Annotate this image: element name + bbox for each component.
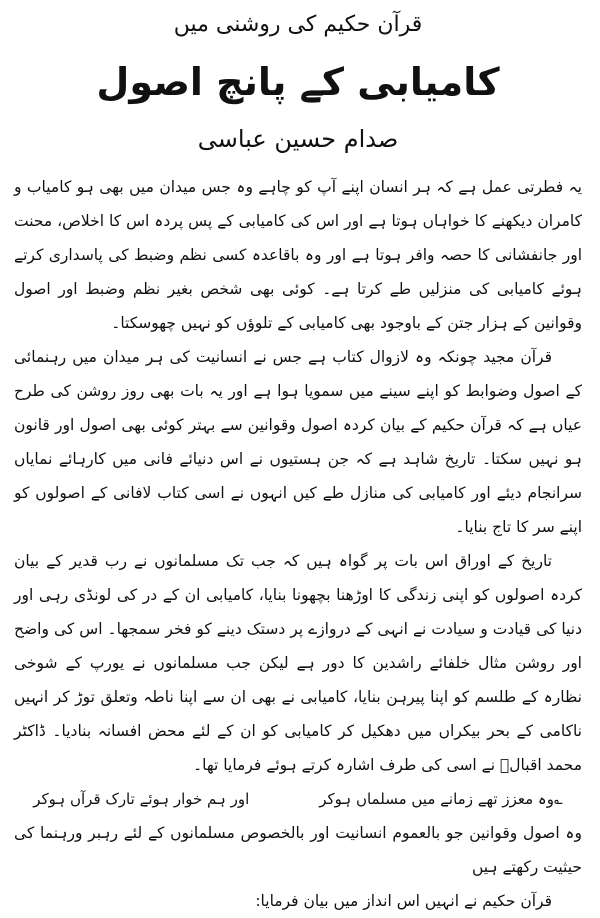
paragraph-intro: یہ فطرتی عمل ہے کہ ہر انسان اپنے آپ کو چاہے وہ جس میدان میں بھی ہو کامیاب و کامران دیکھنے کا خواہاں ہوتا ہے اور اس کی کامیابی کے پس پردہ اس کا اخلاص، محنت اور جانفشانی کا حصہ وافر ہوتا ہے اور وہ باقاعدہ کسی نظم وضبط کی پاسداری کرتے ہوئے کامیابی کی منزلیں طے کرتا ہے۔ کوئی بھی شخص بغیر نظم وضبط اور اصول وقوانین کے ہزار جتن کے باوجود بھی کامیابی کے تلوؤں کو نہیں چھوسکتا۔ xyxy=(14,178,582,332)
iqbal-verse xyxy=(14,782,582,816)
paragraph-quran: قرآن مجید چونکہ وہ لازوال کتاب ہے جس نے انسانیت کی ہر میدان میں رہنمائی کے اصول وضوابط کو اپنے سینے میں سمویا ہوا ہے اور یہ بات بھی روز روشن کی طرح عیاں ہے کہ قرآن حکیم کے بیان کردہ اصول وقوانین سے بہتر کوئی بھی اصول اور قانون ہو نہیں سکتا۔ تاریخ شاہد ہے کہ جن ہستیوں نے اس دنیائے فانی میں کارہائے نمایاں سرانجام دیئے اور کامیابی کی منازل طے کیں انہوں نے اسی کتاب لافانی کے اصولوں کو اپنے سر کا تاج بنایا۔ xyxy=(14,348,582,536)
article-author: صدام حسین عباسی xyxy=(197,125,399,153)
closing-line-one: وہ اصول وقوانین جو بالعموم انسانیت اور بالخصوص مسلمانوں کے لئے رہبر ورہنما کی حیثیت رکھتے ہیں xyxy=(14,824,582,876)
closing-line-two: قرآن حکیم نے انہیں اس انداز میں بیان فرمایا: xyxy=(255,892,552,910)
article-title: کامیابی کے پانچ اصول xyxy=(96,60,500,104)
verse-line-first: ؎وہ معزز تھے زمانے میں مسلماں ہوکر xyxy=(319,790,563,808)
article-kicker: قرآن حکیم کی روشنی میں xyxy=(173,12,423,37)
paragraph-history: تاریخ کے اوراق اس بات پر گواہ ہیں کہ جب تک مسلمانوں نے رب قدیر کے بیان کردہ اصولوں کو اپنی زندگی کا اوڑھنا بچھونا بنایا، کامیابی ان کے در کی لونڈی رہی اور دنیا کی قیادت و سیادت نے انہی کے دروازے پر دستک دینے کو فخر سمجھا۔ اس کی واضح اور روشن مثال خلفائے راشدین کا دور ہے لیکن جب مسلمانوں نے یورپ کے شوخی نظارہ کے طلسم کو اپنا پیرہن بنایا، کامیابی نے بھی ان سے اپنا ناطہ وتعلق توڑ کر انہیں ناکامی کے بحر بیکراں میں دھکیل کر کامیابی کو ان کے لئے محض افسانہ بنادیا۔ ڈاکٹر محمد اقبالؒ نے اسی کی طرف اشارہ کرتے ہوئے فرمایا تھا۔ xyxy=(14,552,582,774)
verse-line-second: اور ہم خوار ہوئے تارک قرآں ہوکر xyxy=(33,790,250,808)
